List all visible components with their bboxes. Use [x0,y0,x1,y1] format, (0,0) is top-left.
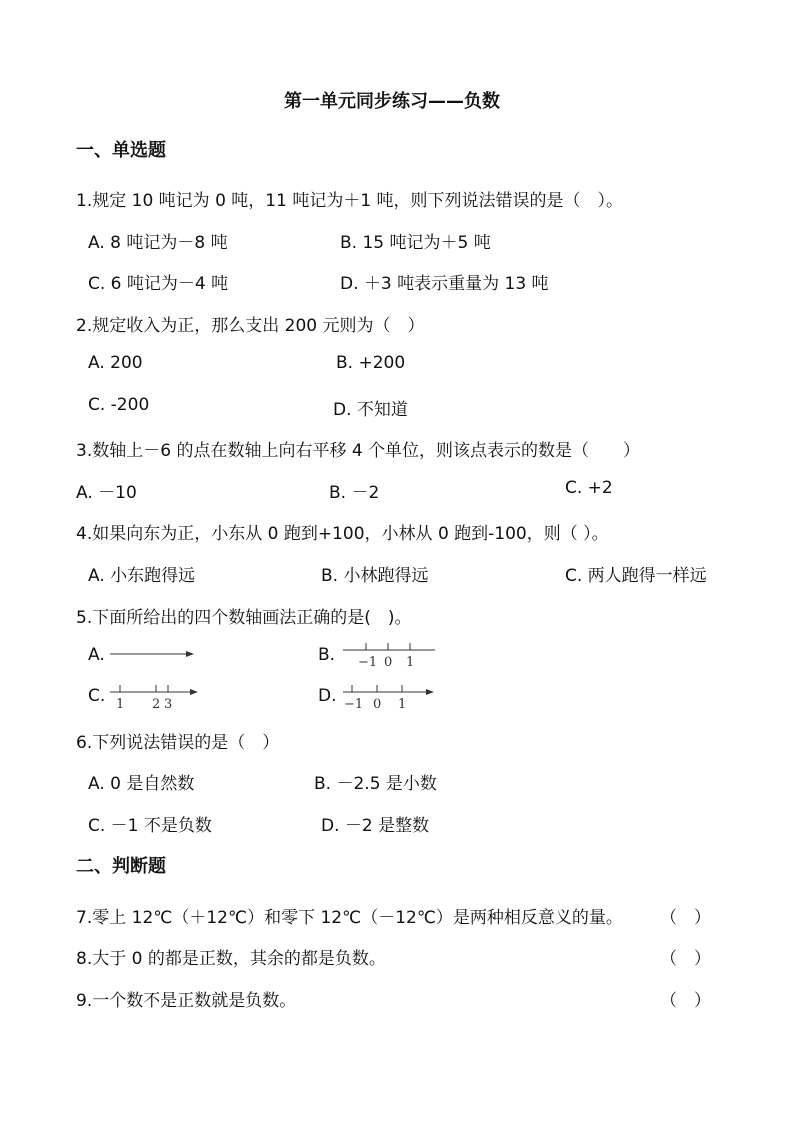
question-6-option-b[interactable]: B. －2.5 是小数 [314,774,437,794]
question-4-option-a[interactable]: A. 小东跑得远 [88,566,196,586]
question-6-option-a[interactable]: A. 0 是自然数 [88,774,195,794]
question-2-option-a[interactable]: A. 200 [88,353,143,373]
question-1-option-c[interactable]: C. 6 吨记为－4 吨 [88,274,229,294]
number-line-d-label: 0 [373,697,382,712]
section-heading-single-choice: 一、单选题 [76,140,166,161]
question-8-answer-blank[interactable]: （ ） [660,949,711,969]
question-5-stem: 5.下面所给出的四个数轴画法正确的是( )。 [76,608,412,628]
number-line-b [340,638,440,670]
number-line-c-label: 1 [116,697,125,712]
question-2-option-d[interactable]: D. 不知道 [333,400,408,420]
question-1-option-d[interactable]: D. ＋3 吨表示重量为 13 吨 [340,274,549,294]
question-5-option-d[interactable]: D. [318,686,337,706]
number-line-c-arrow [190,689,198,695]
question-2-stem: 2.规定收入为正，那么支出 200 元则为（ ） [76,316,425,336]
question-3-option-b[interactable]: B. －2 [329,483,380,503]
question-7-answer-blank[interactable]: （ ） [660,908,711,928]
number-line-d-arrow [426,689,434,695]
question-4-option-b[interactable]: B. 小林跑得远 [321,566,429,586]
number-line-b-label: 1 [406,655,415,670]
number-line-c-label: 3 [164,697,173,712]
question-9-answer-blank[interactable]: （ ） [660,991,711,1011]
question-8-stem: 8.大于 0 的都是正数，其余的都是负数。 [76,949,386,969]
question-7-stem: 7.零上 12℃（＋12℃）和零下 12℃（－12℃）是两种相反意义的量。 [76,908,623,928]
number-line-a-arrow [186,651,194,657]
number-line-d-label: 1 [398,697,407,712]
question-3-option-a[interactable]: A. －10 [76,483,137,503]
question-9-stem: 9.一个数不是正数就是负数。 [76,991,297,1011]
question-6-option-d[interactable]: D. －2 是整数 [321,816,430,836]
question-5-option-c[interactable]: C. [88,686,106,706]
number-line-c [108,680,208,712]
question-4-stem: 4.如果向东为正，小东从 0 跑到+100，小林从 0 跑到-100，则（ ）。 [76,524,609,544]
question-1-option-b[interactable]: B. 15 吨记为＋5 吨 [340,233,491,253]
question-6-option-c[interactable]: C. －1 不是负数 [88,816,212,836]
question-1-stem: 1.规定 10 吨记为 0 吨，11 吨记为＋1 吨，则下列说法错误的是（ ）。 [76,191,624,211]
number-line-b-label: −1 [358,655,378,670]
question-1-option-a[interactable]: A. 8 吨记为－8 吨 [88,233,228,253]
question-5-option-a[interactable]: A. [88,645,105,665]
page-title: 第一单元同步练习——负数 [284,91,500,112]
question-3-stem: 3.数轴上－6 的点在数轴上向右平移 4 个单位，则该点表示的数是（ ） [76,441,641,461]
question-2-option-b[interactable]: B. +200 [336,353,406,373]
question-4-option-c[interactable]: C. 两人跑得一样远 [565,566,707,586]
number-line-d [340,680,440,712]
question-2-option-c[interactable]: C. -200 [88,395,150,415]
number-line-c-label: 2 [152,697,161,712]
number-line-a [108,645,198,669]
number-line-d-label: −1 [344,697,364,712]
number-line-b-label: 0 [384,655,393,670]
question-6-stem: 6.下列说法错误的是（ ） [76,733,280,753]
section-heading-true-false: 二、判断题 [76,856,166,877]
question-3-option-c[interactable]: C. +2 [565,478,613,498]
question-5-option-b[interactable]: B. [318,645,336,665]
